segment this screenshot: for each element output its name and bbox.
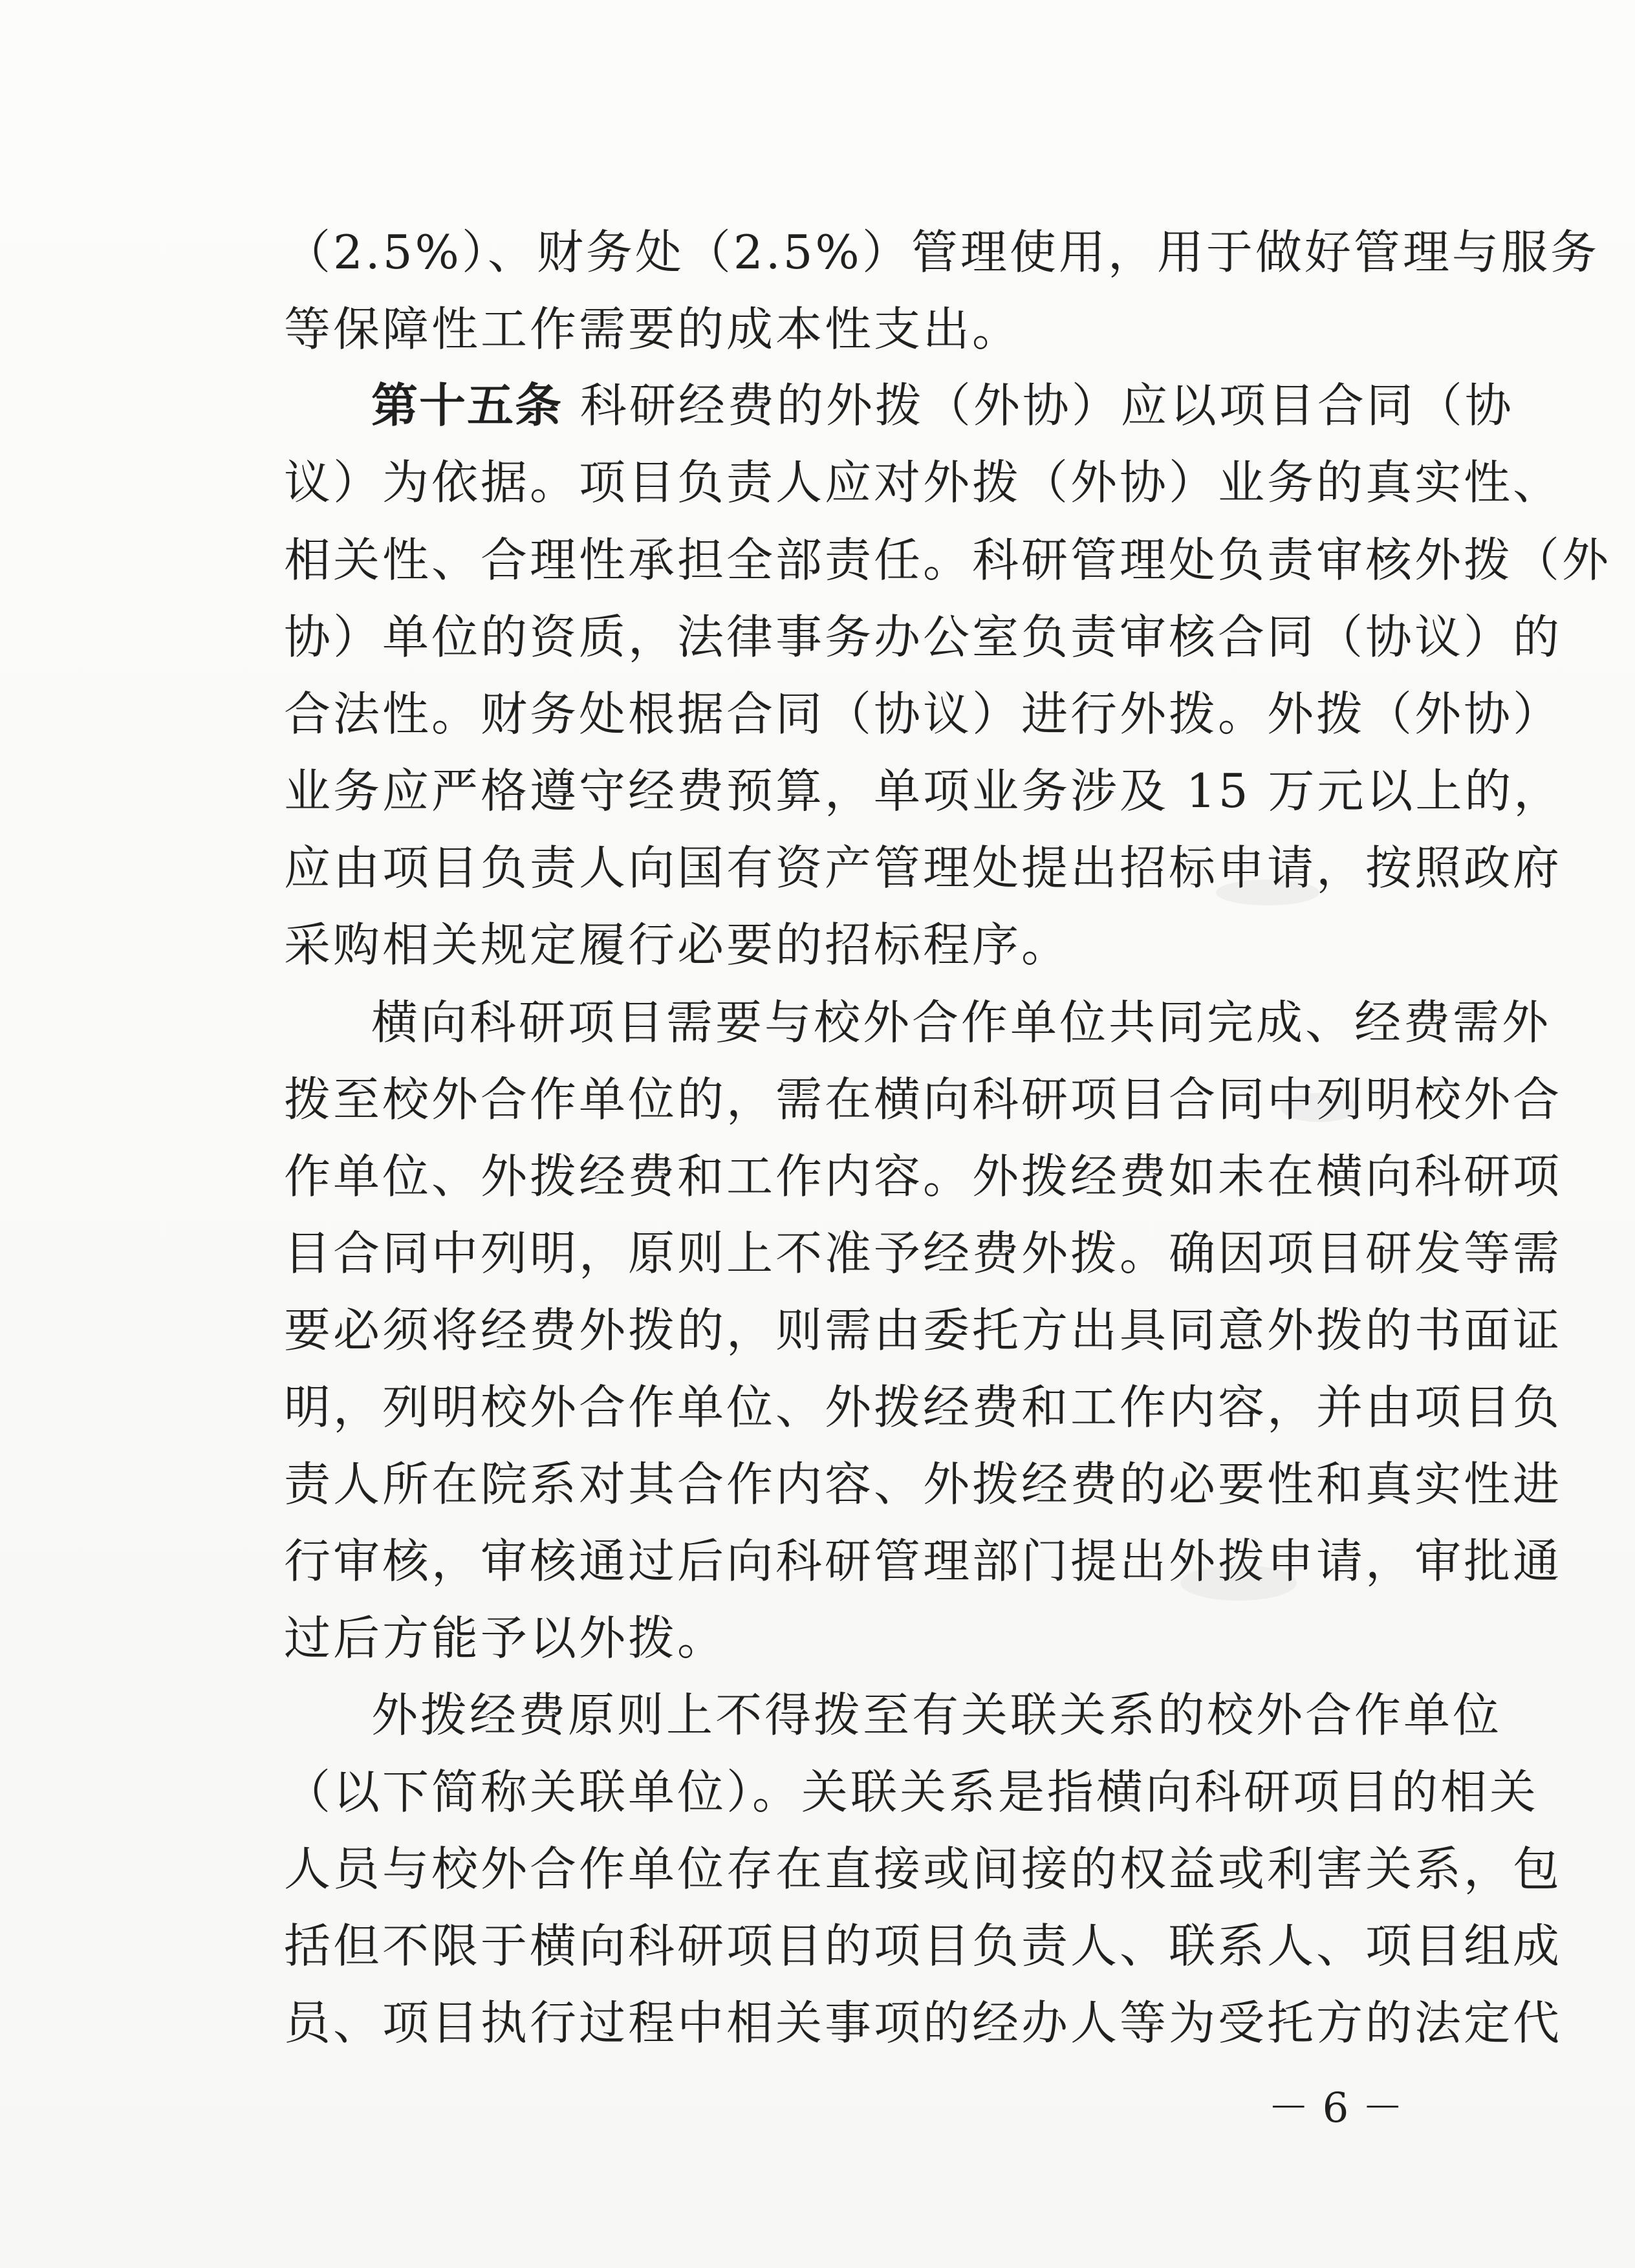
article-title: 第十五条	[371, 378, 563, 433]
document-line: 责人所在院系对其合作内容、外拨经费的必要性和真实性进	[284, 1457, 1563, 1511]
document-line: 作单位、外拨经费和工作内容。外拨经费如未在横向科研项	[284, 1149, 1563, 1204]
document-line: 过后方能予以外拨。	[284, 1611, 727, 1665]
document-line: 明，列明校外合作单位、外拨经费和工作内容，并由项目负	[284, 1380, 1563, 1434]
article-paragraph-start	[371, 376, 1514, 435]
document-line: 应由项目负责人向国有资产管理处提出招标申请，按照政府	[284, 841, 1563, 895]
article-first-line: 科研经费的外拨（外协）应以项目合同（协	[579, 378, 1514, 433]
paragraph-line: 横向科研项目需要与校外合作单位共同完成、经费需外	[371, 995, 1552, 1050]
document-line: （以下简称关联单位）。关联关系是指横向科研项目的相关	[284, 1765, 1539, 1819]
document-line: 业务应严格遵守经费预算，单项业务涉及 15 万元以上的，	[284, 764, 1563, 818]
document-line: 等保障性工作需要的成本性支出。	[284, 302, 1022, 356]
page-number: － 6 －	[1268, 2084, 1403, 2132]
document-line: 员、项目执行过程中相关事项的经办人等为受托方的法定代	[284, 1996, 1563, 2050]
document-line: 目合同中列明，原则上不准予经费外拨。确因项目研发等需	[284, 1226, 1563, 1280]
paragraph-line: 外拨经费原则上不得拨至有关联关系的校外合作单位	[371, 1688, 1502, 1742]
document-line: 拨至校外合作单位的，需在横向科研项目合同中列明校外合	[284, 1072, 1563, 1127]
document-line: 协）单位的资质，法律事务办公室负责审核合同（协议）的	[284, 610, 1563, 664]
document-line: 括但不限于横向科研项目的项目负责人、联系人、项目组成	[284, 1919, 1563, 1973]
document-line: 行审核，审核通过后向科研管理部门提出外拨申请，审批通	[284, 1534, 1563, 1588]
document-line: （2.5%）、财务处（2.5%）管理使用，用于做好管理与服务	[284, 225, 1599, 279]
document-line: 合法性。财务处根据合同（协议）进行外拨。外拨（外协）	[284, 687, 1563, 741]
document-line: 人员与校外合作单位存在直接或间接的权益或利害关系，包	[284, 1842, 1563, 1896]
document-line: 议）为依据。项目负责人应对外拨（外协）业务的真实性、	[284, 455, 1563, 510]
document-line: 采购相关规定履行必要的招标程序。	[284, 918, 1071, 972]
document-line: 要必须将经费外拨的，则需由委托方出具同意外拨的书面证	[284, 1303, 1563, 1357]
document-line: 相关性、合理性承担全部责任。科研管理处负责审核外拨（外	[284, 533, 1612, 587]
